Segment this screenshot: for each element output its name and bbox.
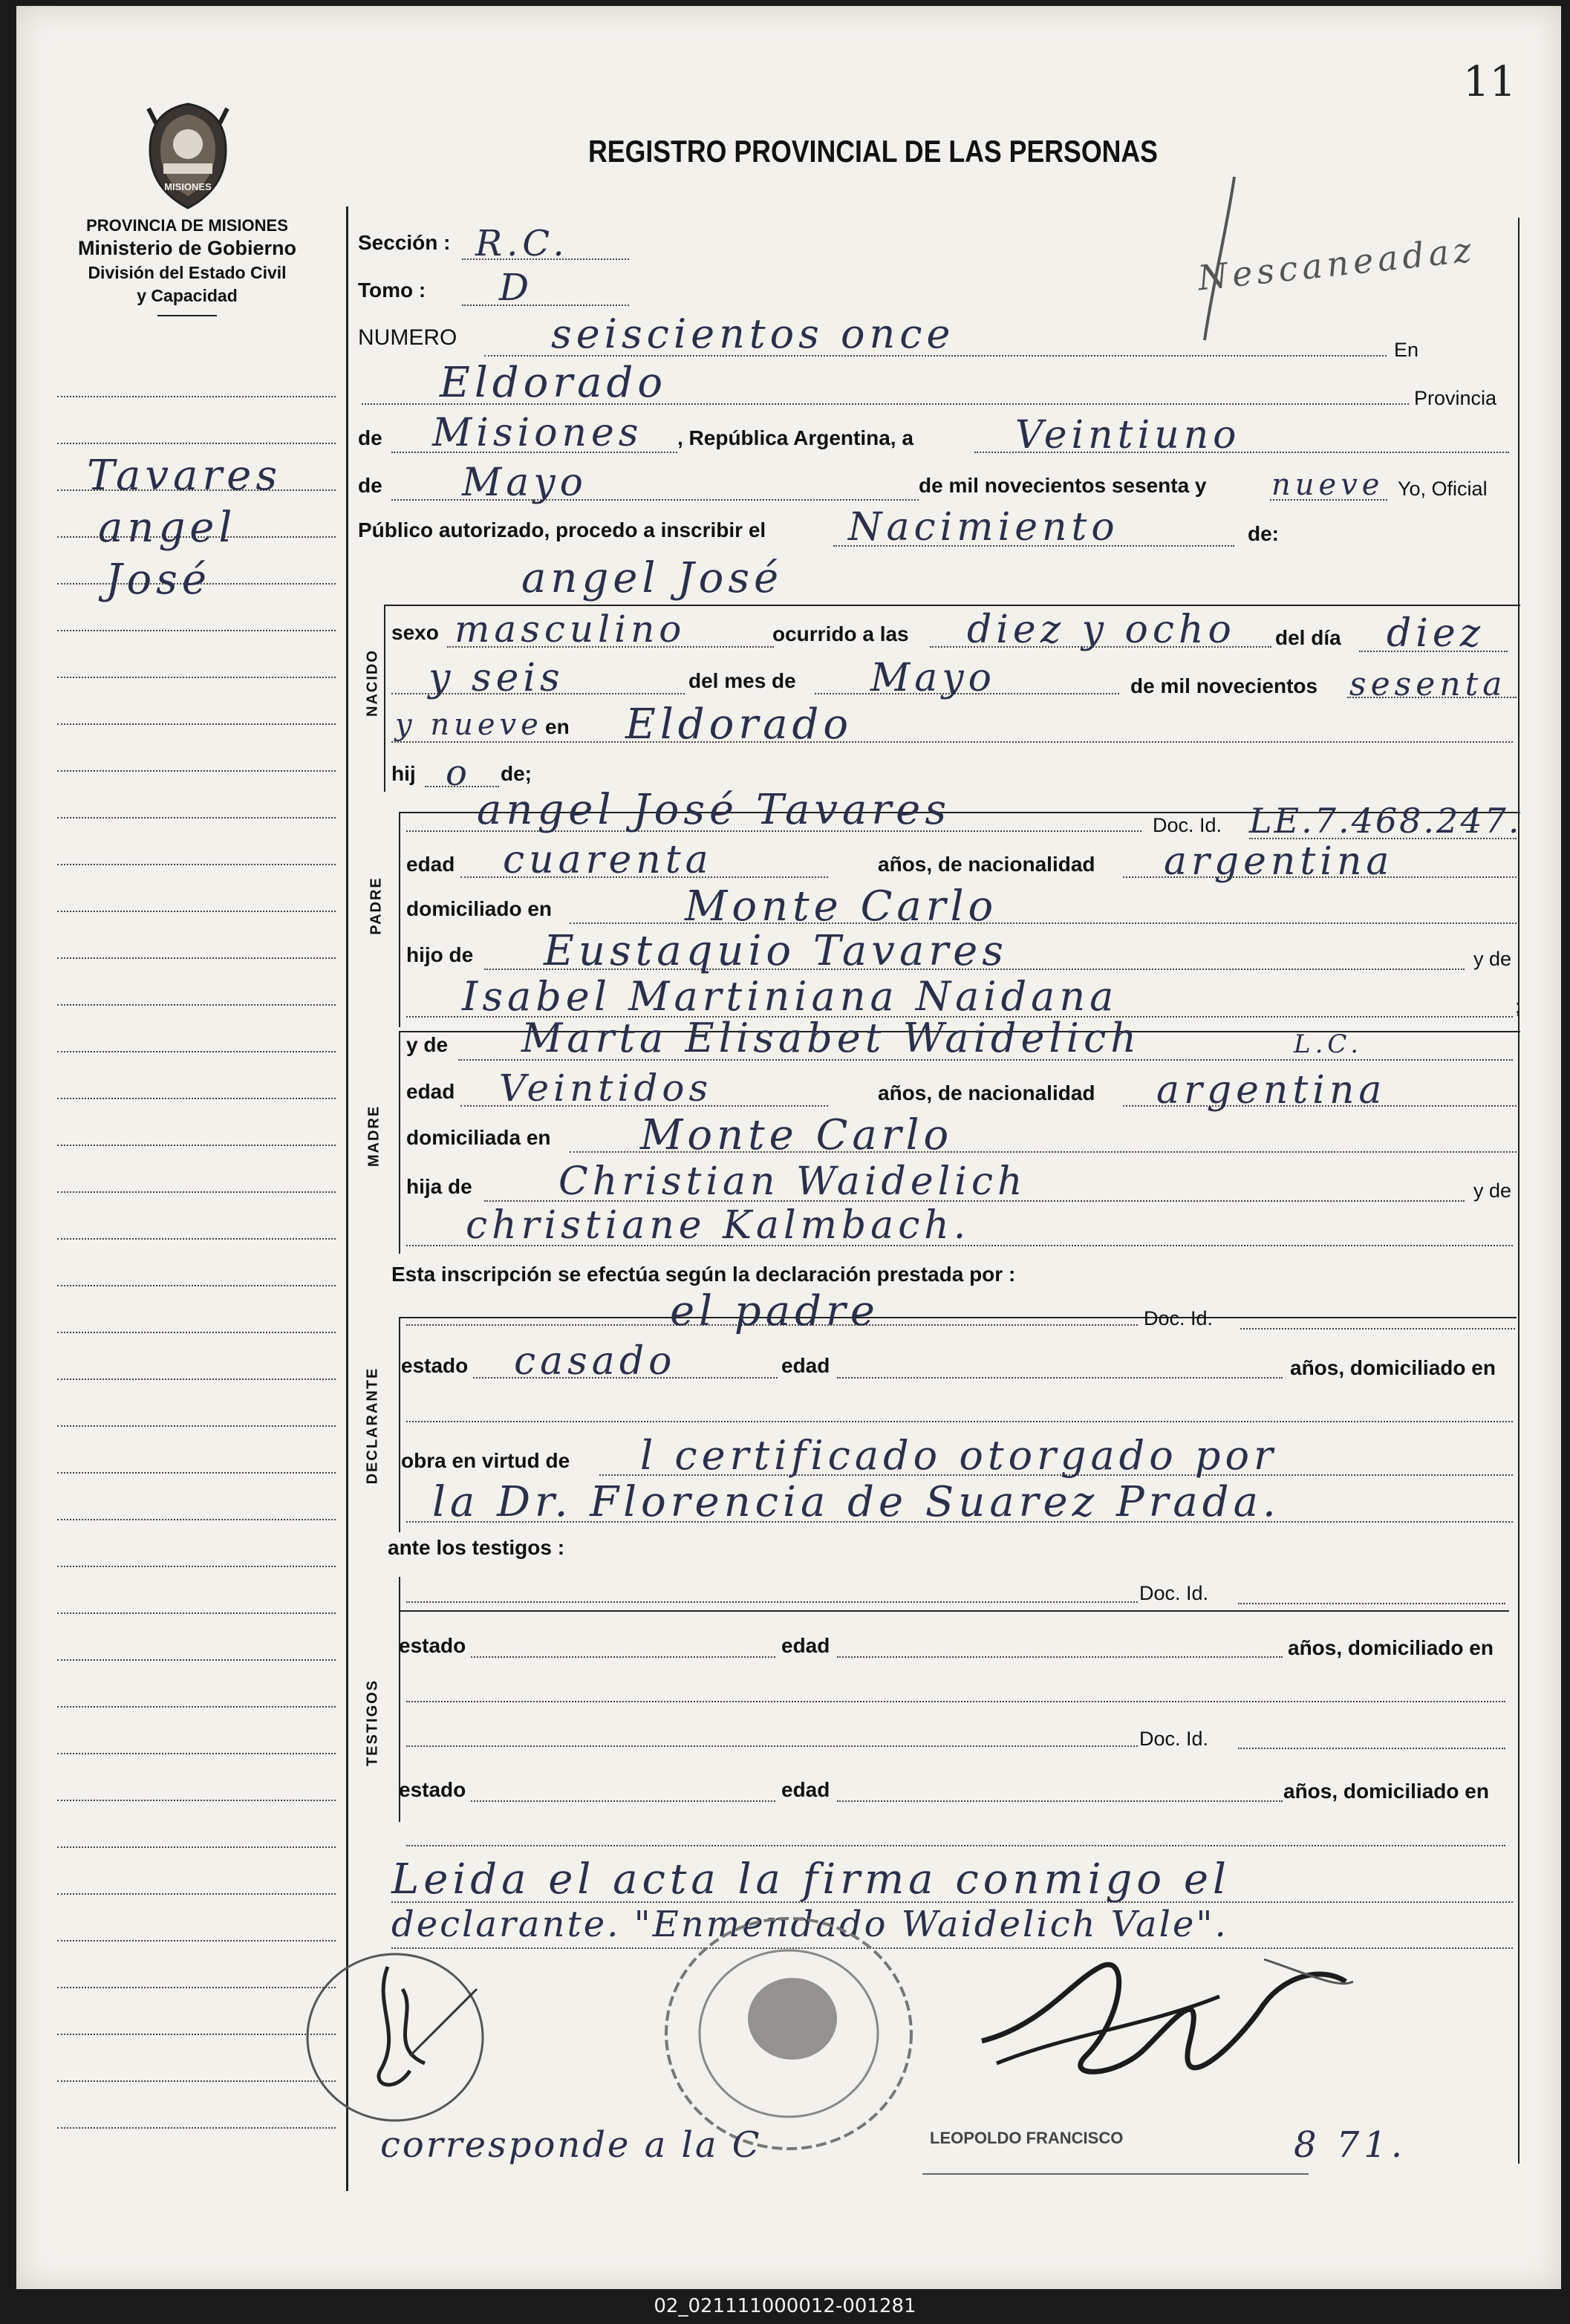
margin-dotted-line <box>57 396 336 397</box>
madre-dom-label: domiciliada en <box>406 1126 551 1149</box>
testigo2-anos-label: años, domiciliado en <box>1283 1780 1489 1803</box>
decl-edad-line <box>837 1377 1283 1379</box>
margin-dotted-line <box>57 864 336 865</box>
yo-oficial-label: Yo, Oficial <box>1398 478 1488 500</box>
cierre-line3: corresponde a la C <box>380 2124 762 2166</box>
margin-dotted-line <box>57 443 336 444</box>
margin-dotted-line <box>57 770 336 772</box>
en2-label: en <box>545 715 570 738</box>
testigos-intro-label: ante los testigos : <box>388 1536 565 1559</box>
padre-doc-label: Doc. Id. <box>1153 814 1222 836</box>
madre-dom-value: Monte Carlo <box>640 1111 954 1159</box>
ano-nac2-value: y nueve <box>395 708 543 742</box>
de-label: de <box>358 426 382 449</box>
margin-dotted-line <box>57 1098 336 1099</box>
stamp-rule <box>922 2173 1309 2175</box>
cierre-line1-rule <box>391 1901 1513 1903</box>
declarante-doc-label: Doc. Id. <box>1144 1307 1214 1329</box>
madre-y-de2-label: y de <box>1473 1179 1512 1202</box>
testigo2-estado-label: estado <box>399 1778 466 1801</box>
sexo-label: sexo <box>391 621 439 644</box>
testigo1-line <box>406 1601 1138 1603</box>
decl-dom-line <box>406 1421 1513 1422</box>
inscripcion-label: Esta inscripción se efectúa según la declaración prestada por : <box>391 1263 1016 1286</box>
testigo1-doc-line <box>1238 1603 1505 1604</box>
de-colon-label: de: <box>1248 522 1279 545</box>
testigo2-doc-line <box>1238 1748 1505 1749</box>
coat-of-arms-icon <box>141 101 235 211</box>
document-page <box>16 6 1561 2289</box>
margin-dotted-line <box>57 1893 336 1895</box>
madre-nac-value: argentina <box>1156 1068 1387 1113</box>
de-mil2-label: de mil novecientos <box>1130 674 1318 697</box>
decl-estado-label: estado <box>401 1354 469 1377</box>
testigos-top-rule <box>399 1610 1509 1612</box>
madre-value: Marta Elisabet Waidelich <box>521 1015 1141 1061</box>
margin-dotted-line <box>57 2080 336 2082</box>
testigo1-estado-line <box>471 1656 775 1658</box>
mes-nac-value: Mayo <box>870 656 996 700</box>
madre-doc-value: L.C. <box>1294 1029 1363 1059</box>
hij-label: hij <box>391 762 416 785</box>
madre-hija-label: hija de <box>406 1175 472 1198</box>
archive-id-footer: 02_021111000012-001281 <box>0 2289 1570 2324</box>
tomo-label: Tomo : <box>358 279 426 302</box>
testigo1-estado-label: estado <box>399 1634 466 1657</box>
de-mil-label: de mil novecientos sesenta y <box>919 474 1207 497</box>
margin-dotted-line <box>57 630 336 631</box>
margin-dotted-line <box>57 2127 336 2129</box>
capacity-line: y Capacidad <box>137 286 238 305</box>
margin-dotted-line <box>57 1191 336 1193</box>
abuelo-p-value: Eustaquio Tavares <box>544 927 1008 975</box>
testigo1-anos-label: años, domiciliado en <box>1288 1636 1494 1659</box>
margin-dotted-line <box>57 1425 336 1427</box>
numero-label: NUMERO <box>358 325 457 350</box>
margin-dotted-line <box>57 1472 336 1474</box>
ano-nac-value: sesenta <box>1349 665 1507 703</box>
division-line: División del Estado Civil <box>88 263 287 282</box>
testigo1-dom-line <box>406 1701 1505 1702</box>
margin-dotted-line <box>57 957 336 959</box>
madre-edad-label: edad <box>406 1080 455 1103</box>
padre-dom-value: Monte Carlo <box>685 882 998 931</box>
nombre-value: angel José <box>521 554 784 602</box>
testigo2-estado-line <box>471 1800 775 1802</box>
province-line: PROVINCIA DE MISIONES <box>86 216 288 235</box>
acto-value: Nacimiento <box>848 505 1119 550</box>
obra-value: l certificado otorgado por <box>640 1432 1277 1479</box>
padre-y-de-label: y de <box>1473 948 1512 970</box>
margin-first-name: angel <box>98 504 237 552</box>
hij-value: o <box>446 752 472 794</box>
del-mes-label: del mes de <box>688 669 796 692</box>
margin-dotted-line <box>57 677 336 678</box>
de-semi-label: de; <box>501 762 532 785</box>
ano-value: nueve <box>1271 468 1384 502</box>
nacido-bracket <box>384 605 385 792</box>
publico-label: Público autorizado, procedo a inscribir el <box>358 518 766 541</box>
margin-dotted-line <box>57 1519 336 1520</box>
margin-dotted-line <box>57 1846 336 1848</box>
tomo-line <box>462 305 629 306</box>
dia-nac-value: diez <box>1387 611 1485 656</box>
margin-surname: Tavares <box>87 452 282 500</box>
declarante-doc-line <box>1240 1328 1515 1329</box>
padre-label: PADRE <box>368 876 385 935</box>
madre-nac-label: años, de nacionalidad <box>878 1081 1095 1104</box>
testigo2-dom-line <box>406 1845 1505 1846</box>
official-signature-icon <box>952 1937 1368 2130</box>
margin-dotted-line <box>57 1379 336 1380</box>
margin-dotted-line <box>57 817 336 818</box>
abuela-m-value: christiane Kalmbach. <box>466 1203 971 1248</box>
margin-dotted-line <box>57 1332 336 1333</box>
decl-anos-label: años, domiciliado en <box>1290 1356 1496 1379</box>
testigo1-edad-line <box>837 1656 1283 1658</box>
declarante-bracket <box>399 1317 400 1532</box>
margin-dotted-line <box>57 911 336 912</box>
right-border <box>1518 218 1519 2164</box>
seal-label: MISIONES <box>164 181 212 192</box>
margin-dotted-line <box>57 723 336 725</box>
abuela-p-value: Isabel Martiniana Naidana <box>462 973 1118 1020</box>
page-title: REGISTRO PROVINCIAL DE LAS PERSONAS <box>588 134 1158 169</box>
madre-bracket <box>399 1031 400 1254</box>
sexo-value: masculino <box>455 608 686 651</box>
decl-edad-label: edad <box>781 1354 830 1377</box>
testigo2-line <box>406 1745 1138 1747</box>
padre-dom-label: domiciliado en <box>406 897 553 920</box>
margin-dotted-line <box>57 1659 336 1661</box>
provincia-value: Misiones <box>432 411 643 455</box>
fecha-dia-value: Veintiuno <box>1015 413 1241 458</box>
hora-value: diez y ocho <box>967 608 1236 652</box>
margin-dotted-line <box>57 1566 336 1567</box>
padre-hijo-label: hijo de <box>406 943 474 966</box>
padre-nac-label: años, de nacionalidad <box>878 853 1095 876</box>
de2-label: de <box>358 474 382 497</box>
obra2-value: la Dr. Florencia de Suarez Prada. <box>432 1478 1280 1526</box>
check-mark-icon <box>1190 169 1279 348</box>
margin-second-name: José <box>105 556 212 604</box>
madre-label: MADRE <box>365 1104 382 1168</box>
padre-edad-label: edad <box>406 853 455 876</box>
padre-edad-value: cuarenta <box>503 838 713 882</box>
cierre-line1: Leida el acta la firma conmigo el <box>391 1855 1231 1904</box>
nacido-top-rule <box>384 605 1520 606</box>
lugar-nac-value: Eldorado <box>625 700 853 749</box>
margin-dotted-line <box>57 1706 336 1708</box>
dia-nac2-value: y seis <box>429 656 564 700</box>
margin-dotted-line <box>57 2034 336 2035</box>
fecha-mes-value: Mayo <box>462 460 587 505</box>
semicolon-label: ; <box>1515 995 1521 1018</box>
margin-dotted-line <box>57 1800 336 1801</box>
scanned-note: Nescaneadaz <box>1196 229 1478 299</box>
padre-doc-value: LE.7.468.247. <box>1249 801 1522 841</box>
testigo2-doc-label: Doc. Id. <box>1139 1728 1209 1750</box>
padre-value: angel José Tavares <box>477 786 951 834</box>
decl-estado-value: casado <box>514 1339 677 1384</box>
margin-dotted-line <box>57 1987 336 1988</box>
seal-stamp-left-icon <box>299 1944 492 2130</box>
madre-y-de-label: y de <box>406 1033 449 1056</box>
republica-label: , República Argentina, a <box>677 426 913 449</box>
provincia-label: Provincia <box>1414 387 1497 409</box>
padre-nac-value: argentina <box>1164 839 1394 884</box>
testigo2-edad-line <box>837 1800 1283 1802</box>
numero-value: seiscientos once <box>551 310 955 357</box>
tomo-value: D <box>499 266 534 309</box>
declarante-label: DECLARANTE <box>364 1367 381 1485</box>
lugar-value: Eldorado <box>440 359 668 407</box>
abuelo-m-value: Christian Waidelich <box>558 1159 1027 1204</box>
lugar-nac-line <box>391 741 1513 743</box>
testigo1-doc-label: Doc. Id. <box>1139 1582 1209 1604</box>
margin-dotted-line <box>57 1145 336 1146</box>
nacido-label: NACIDO <box>364 649 381 717</box>
ocurrido-label: ocurrido a las <box>772 622 909 645</box>
testigo2-edad-label: edad <box>781 1778 830 1801</box>
margin-dotted-line <box>57 1612 336 1614</box>
padre-bracket <box>399 812 400 1027</box>
margin-dotted-line <box>57 1238 336 1240</box>
seccion-value: R.C. <box>475 223 569 264</box>
en-label: En <box>1394 339 1419 361</box>
testigos-label: TESTIGOS <box>364 1679 381 1767</box>
margin-line <box>346 206 348 2191</box>
official-seal-stamp-icon <box>655 1907 922 2160</box>
ministry-line: Ministerio de Gobierno <box>77 237 297 259</box>
margin-dotted-line <box>57 1940 336 1941</box>
declarante-value: el padre <box>670 1287 879 1335</box>
madre-edad-value: Veintidos <box>499 1067 713 1110</box>
declarante-top-rule <box>399 1317 1517 1318</box>
margin-dotted-line <box>57 1753 336 1754</box>
margin-dotted-line <box>57 1285 336 1286</box>
page-number: 11 <box>1463 58 1517 106</box>
header-rule <box>157 315 217 316</box>
obra-label: obra en virtud de <box>401 1449 570 1472</box>
testigo1-edad-label: edad <box>781 1634 830 1657</box>
cierre-line2: declarante. "Enmendado Waidelich Vale". <box>391 1904 1228 1945</box>
margin-dotted-line <box>57 1004 336 1006</box>
margin-dotted-line <box>57 1051 336 1052</box>
cierre-line4: 8 71. <box>1294 2124 1407 2166</box>
stamp-text: LEOPOLDO FRANCISCO <box>930 2129 1124 2147</box>
seccion-label: Sección : <box>358 231 451 254</box>
del-dia-label: del día <box>1275 626 1341 649</box>
